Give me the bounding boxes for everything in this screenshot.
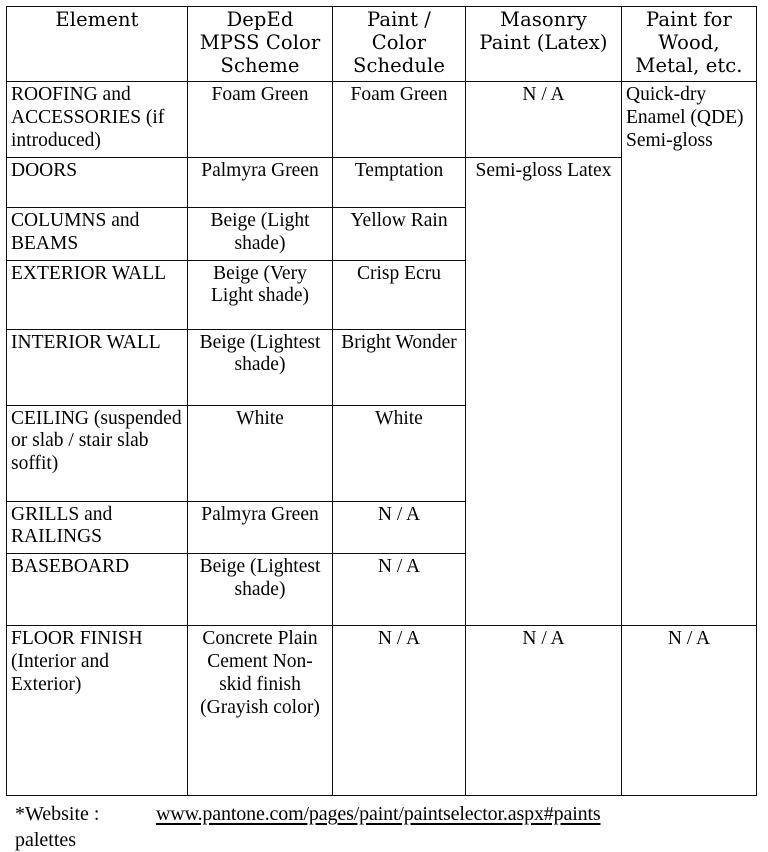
cell-paint-schedule: Foam Green bbox=[333, 82, 466, 157]
cell-paint-schedule: Crisp Ecru bbox=[333, 260, 466, 329]
header-row bbox=[7, 7, 757, 82]
header-line: Paint / bbox=[367, 8, 431, 31]
table-body bbox=[7, 82, 757, 796]
table-header bbox=[7, 7, 757, 82]
cell-deped-mpss: Palmyra Green bbox=[188, 501, 333, 554]
cell-deped-mpss: Foam Green bbox=[188, 82, 333, 157]
cell-paint-schedule: Temptation bbox=[333, 157, 466, 207]
column-header-paint-schedule bbox=[333, 7, 466, 82]
cell-element: COLUMNS and BEAMS bbox=[7, 207, 188, 260]
header-line: Schedule bbox=[353, 53, 445, 77]
cell-deped-mpss: Beige (Very Light shade) bbox=[188, 260, 333, 329]
cell-deped-mpss: Beige (Light shade) bbox=[188, 207, 333, 260]
cell-wood-metal-merged: Quick-dry Enamel (QDE) Semi-gloss bbox=[622, 82, 757, 626]
cell-element: GRILLS and RAILINGS bbox=[7, 501, 188, 554]
header-line: Scheme bbox=[220, 53, 300, 77]
column-header-element bbox=[7, 7, 188, 82]
document-page bbox=[6, 6, 756, 852]
header-line: MPSS Color bbox=[199, 30, 321, 54]
cell-deped-mpss: Palmyra Green bbox=[188, 157, 333, 207]
header-line: Paint for bbox=[646, 8, 732, 31]
cell-paint-schedule: N / A bbox=[333, 626, 466, 796]
column-header-paint-wood-metal bbox=[622, 7, 757, 82]
cell-paint-schedule: White bbox=[333, 405, 466, 501]
header-line: Metal, etc. bbox=[635, 53, 743, 77]
cell-masonry: N / A bbox=[466, 82, 622, 157]
table-row bbox=[7, 626, 757, 796]
footnote-label: *Website : bbox=[15, 803, 100, 826]
cell-element: FLOOR FINISH (Interior and Exterior) bbox=[7, 626, 188, 796]
paint-specification-table bbox=[6, 6, 757, 796]
header-line: DepEd bbox=[226, 8, 294, 31]
cell-deped-mpss: White bbox=[188, 405, 333, 501]
cell-paint-schedule: Bright Wonder bbox=[333, 329, 466, 405]
table-row bbox=[7, 82, 757, 157]
cell-masonry: N / A bbox=[466, 626, 622, 796]
cell-element: EXTERIOR WALL bbox=[7, 260, 188, 329]
cell-element: ROOFING and ACCESSORIES (if introduced) bbox=[7, 82, 188, 157]
cell-paint-schedule: N / A bbox=[333, 501, 466, 554]
cell-paint-schedule: N / A bbox=[333, 554, 466, 626]
cell-element: CEILING (suspended or slab / stair slab soffit) bbox=[7, 405, 188, 501]
cell-wood-metal: N / A bbox=[622, 626, 757, 796]
header-line: Element bbox=[55, 8, 139, 31]
cell-element: INTERIOR WALL bbox=[7, 329, 188, 405]
footnote-url-link[interactable]: www.pantone.com/pages/paint/paintselector.aspx#paints bbox=[156, 803, 601, 826]
header-line: Color bbox=[371, 30, 427, 54]
cell-deped-mpss: Beige (Lightest shade) bbox=[188, 554, 333, 626]
column-header-deped-mpss bbox=[188, 7, 333, 82]
cell-deped-mpss: Beige (Lightest shade) bbox=[188, 329, 333, 405]
header-line: Paint (Latex) bbox=[479, 30, 608, 54]
header-line: Wood, bbox=[658, 30, 720, 54]
cell-deped-mpss: Concrete Plain Cement Non-skid finish (Grayish color) bbox=[188, 626, 333, 796]
cell-element: BASEBOARD bbox=[7, 554, 188, 626]
cell-masonry-merged: Semi-gloss Latex bbox=[466, 157, 622, 625]
column-header-masonry-paint bbox=[466, 7, 622, 82]
cell-paint-schedule: Yellow Rain bbox=[333, 207, 466, 260]
footnote-second-line: palettes bbox=[15, 828, 77, 851]
header-line: Masonry bbox=[500, 8, 587, 31]
footnote bbox=[6, 802, 756, 852]
cell-element: DOORS bbox=[7, 157, 188, 207]
